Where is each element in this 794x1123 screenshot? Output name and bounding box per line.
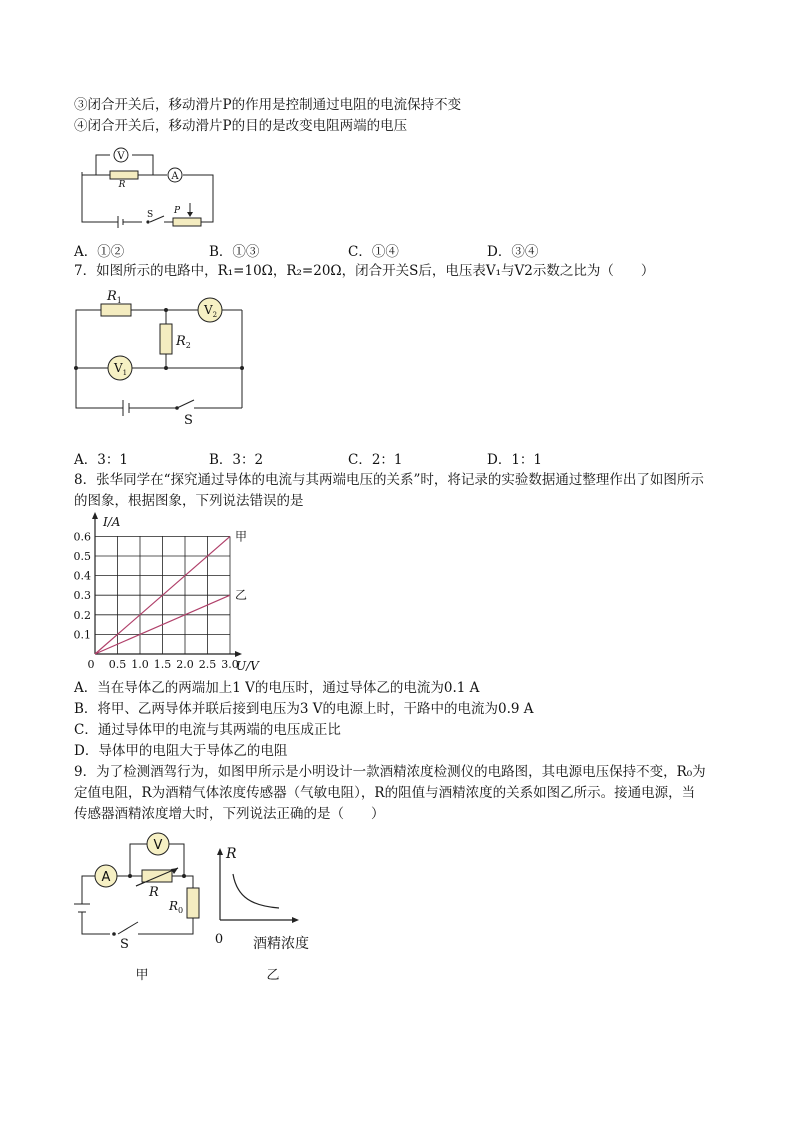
q6-option-c[interactable]: C．①④ [348,244,399,260]
v2-label: $V_2$ [204,303,218,319]
v1-label: $V_1$ [114,361,128,377]
y-axis-label: I/A [103,515,121,529]
question-9-line-2: 定值电阻，R为酒精气体浓度传感器（气敏电阻），R的阻值与酒精浓度的关系如图乙所示。接通电源，当 [74,785,696,801]
figure-caption-jia: 甲 [135,968,149,983]
series-label-jia: 甲 [235,529,248,544]
sensor-resistor-r [142,870,172,882]
q8-option-d[interactable]: D．导体甲的电阻大于导体乙的电阻 [74,743,288,759]
q8-option-c[interactable]: C．通过导体甲的电流与其两端的电压成正比 [74,722,341,738]
q7-option-c[interactable]: C．2：1 [348,452,403,468]
figure-caption-yi: 乙 [266,968,280,983]
q6-option-b[interactable]: B．①③ [209,244,260,260]
switch-label: S [147,210,154,220]
switch-label: S [184,413,193,428]
concentration-axis-arrow [292,917,299,923]
x-tick-label: 1.5 [153,658,172,671]
rheostat [173,218,201,226]
circuit-figure-q6 [70,144,230,230]
y-tick-label: 0.5 [73,550,91,563]
circuit-figure-q9-jia [70,826,210,986]
y-tick-label: 0.6 [73,530,91,544]
slider-label: P [174,206,181,216]
origin-label: 0 [87,658,95,671]
slider-arrow [187,212,193,217]
r-axis-label: R [226,846,237,862]
statement-4: ④闭合开关后，移动滑片P的目的是改变电阻两端的电压 [74,118,408,134]
resistor-r2 [160,324,172,354]
y-tick-label: 0.4 [73,569,91,583]
r2-label: $R_2$ [176,334,191,350]
question-7: 7．如图所示的电路中，R₁=10Ω，R₂=20Ω，闭合开关S后，电压表V₁与V2示数之比为（ ） [74,263,655,279]
resistor-r [110,171,138,179]
resistance-curve [233,874,279,908]
r-axis-arrow [217,848,223,855]
fixed-resistor-r0 [187,888,199,918]
x-axis-label: U/V [236,659,259,673]
q6-option-a[interactable]: A．①② [74,244,125,260]
y-tick-label: 0.1 [73,628,91,642]
x-tick-label: 0.5 [108,658,127,671]
x-tick-label: 2.0 [176,658,194,671]
question-8-line-2: 的图象，根据图象，下列说法错误的是 [74,493,304,509]
voltmeter-label: V [117,151,125,162]
question-8-line-1: 8．张华同学在“探究通过导体的电流与其两端电压的关系”时，将记录的实验数据通过整理作出了如图所示 [74,472,704,488]
y-tick-label: 0.3 [73,589,91,603]
q7-option-b[interactable]: B．3：2 [209,452,264,468]
concentration-axis-label: 酒精浓度 [253,936,309,952]
resistance-concentration-graph [205,838,355,986]
q6-option-d[interactable]: D．③④ [487,244,539,260]
ammeter-label: A [101,870,111,885]
y-axis-arrow [92,512,98,519]
ammeter-label: A [171,171,179,182]
x-tick-label: 3.0 [221,658,239,671]
q8-option-b[interactable]: B．将甲、乙两导体并联后接到电压为3 V的电源上时，干路中的电流为0.9 A [74,701,534,717]
r0-label: $R_0$ [169,899,184,915]
y-tick-label: 0.2 [73,608,91,622]
resistor-label: R [118,180,126,190]
circuit-figure-q7 [70,282,250,426]
q8-option-a[interactable]: A．当在导体乙的两端加上1 V的电压时，通过导体乙的电流为0.1 A [74,680,480,696]
voltmeter-label: V [153,838,163,853]
switch-label: S [120,937,129,952]
x-axis-arrow [235,651,242,657]
resistor-r1 [101,304,131,316]
series-label-yi: 乙 [235,588,248,603]
question-9-line-1: 9．为了检测酒驾行为，如图甲所示是小明设计一款酒精浓度检测仪的电路图，其电源电压保持不变，R₀为 [74,764,706,780]
x-tick-label: 1.0 [131,658,149,671]
q7-option-d[interactable]: D．1：1 [487,452,543,468]
current-voltage-chart [70,508,270,672]
r-label: R [149,885,159,900]
question-9-line-3: 传感器酒精浓度增大时，下列说法正确的是（ ） [74,806,385,822]
origin-label: 0 [214,932,224,947]
x-tick-label: 2.5 [198,658,217,671]
q7-option-a[interactable]: A．3：1 [74,452,128,468]
statement-3: ③闭合开关后，移动滑片P的作用是控制通过电阻的电流保持不变 [74,97,462,113]
r1-label: $R_1$ [107,289,122,305]
